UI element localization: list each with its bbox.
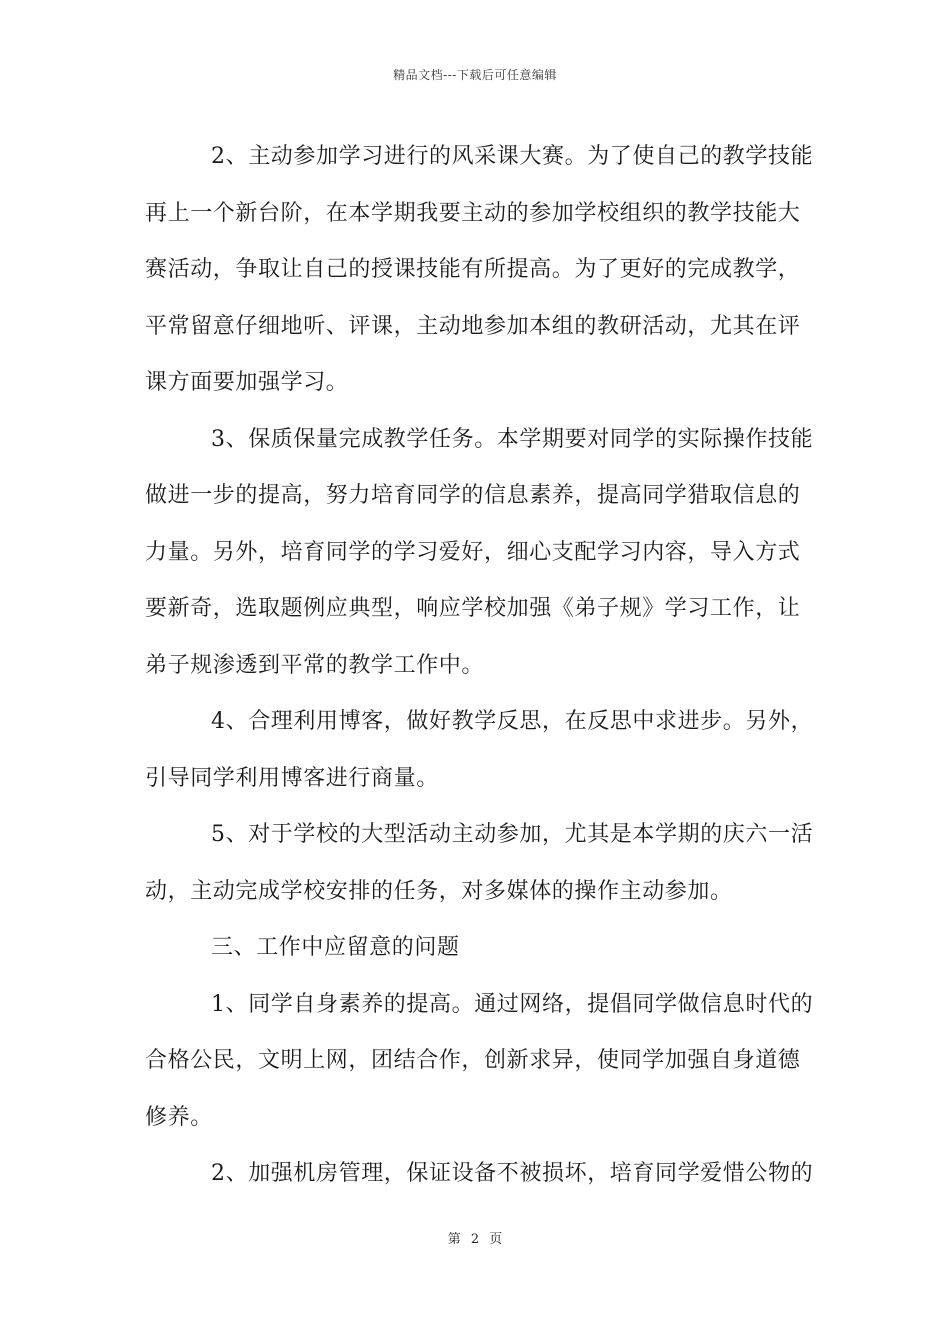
paragraph-line: 2、主动参加学习进行的风采课大赛。为了使自己的教学技能 [211, 144, 814, 169]
page-label-prefix: 第 [447, 1232, 461, 1247]
paragraph-line: 合格公民，文明上网，团结合作，创新求异，使同学加强自身道德 [145, 1048, 801, 1073]
section-heading: 三、工作中应留意的问题 [211, 935, 460, 960]
document-header: 精品文档---下载后可任意编辑 [393, 68, 557, 82]
paragraph-line: 引导同学利用博客进行商量。 [145, 765, 439, 791]
paragraph-line: 2、加强机房管理，保证设备不被损坏，培育同学爱惜公物的 [211, 1161, 814, 1186]
paragraph-line: 课方面要加强学习。 [145, 370, 349, 395]
page-number: 2 [470, 1232, 480, 1247]
paragraph-line: 平常留意仔细地听、评课，主动地参加本组的教研活动，尤其在评 [145, 313, 801, 339]
paragraph-line: 要新奇，选取题例应典型，响应学校加强《弟子规》学习工作，让 [145, 596, 801, 621]
paragraph-line: 力量。另外，培育同学的学习爱好，细心支配学习内容，导入方式 [145, 539, 801, 565]
page-label-suffix: 页 [489, 1232, 503, 1247]
document-body [145, 129, 814, 1203]
paragraph-line: 3、保质保量完成教学任务。本学期要对同学的实际操作技能 [211, 426, 814, 452]
paragraph-line: 再上一个新台阶，在本学期我要主动的参加学校组织的教学技能大 [145, 200, 801, 226]
paragraph-line: 动，主动完成学校安排的任务，对多媒体的操作主动参加。 [145, 878, 733, 904]
paragraph-line: 4、合理利用博客，做好教学反思，在反思中求进步。另外， [211, 709, 814, 734]
paragraph-line: 弟子规渗透到平常的教学工作中。 [145, 652, 485, 678]
paragraph-line: 修养。 [145, 1104, 213, 1130]
paragraph-line: 5、对于学校的大型活动主动参加，尤其是本学期的庆六一活 [211, 822, 814, 847]
paragraph-line: 做进一步的提高，努力培育同学的信息素养，提高同学猎取信息的 [145, 483, 801, 508]
paragraph-line: 1、同学自身素养的提高。通过网络，提倡同学做信息时代的 [211, 991, 814, 1017]
page-footer [0, 1228, 950, 1247]
paragraph-line: 赛活动，争取让自己的授课技能有所提高。为了更好的完成教学， [145, 257, 801, 282]
